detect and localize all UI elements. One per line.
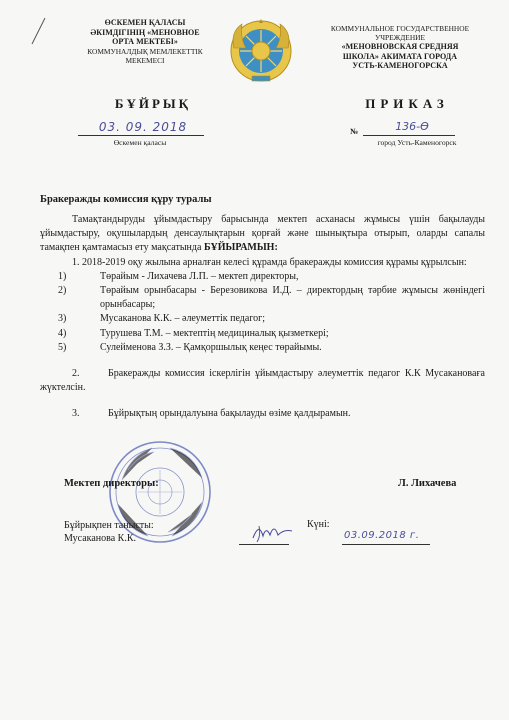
- header-right: [320, 24, 480, 71]
- handwritten-number: 136-Ө: [395, 120, 429, 133]
- member-item: [40, 284, 485, 312]
- ack-label: Бұйрықпен танысты:: [64, 520, 154, 531]
- handwritten-signature: [247, 520, 297, 546]
- acknowledgement: [64, 519, 154, 545]
- item-2: [40, 367, 485, 395]
- item-3-number: 3.: [72, 408, 80, 420]
- header-left-line: ОРТА МЕКТЕБІ»: [112, 37, 178, 46]
- member-text: Төрайым орынбасары - Березовикова И.Д. – директордың тәрбие жұмысы жөніндегі орынбасары;: [100, 285, 485, 311]
- member-text: Мусаканова К.К. – әлеуметтік педагог;: [100, 313, 266, 325]
- day-label: Күні:: [307, 519, 330, 530]
- order-word: БҰЙЫРАМЫН:: [203, 242, 278, 254]
- member-item: [40, 341, 485, 355]
- member-number: 1): [58, 270, 67, 282]
- number-label: №: [350, 127, 359, 136]
- member-number: 3): [58, 313, 67, 325]
- member-number: 5): [58, 341, 67, 353]
- header-right-line: КОММУНАЛЬНОЕ ГОСУДАРСТВЕННОЕ: [330, 24, 470, 33]
- order-body: [40, 213, 485, 422]
- member-text: Төрайым - Лихачева Л.П. – мектеп директоры,: [100, 270, 299, 282]
- city-russian: город Усть-Каменогорск: [377, 138, 457, 147]
- header-left-line: ӘКІМДІГІНІҢ «МЕНОВНОЕ: [90, 27, 200, 37]
- header-left-line: КОММУНАЛДЫҚ МЕМЛЕКЕТТІК: [87, 46, 203, 56]
- member-item: [40, 312, 485, 326]
- header-right-line: УЧРЕЖДЕНИЕ: [374, 33, 426, 43]
- member-number: 2): [58, 285, 67, 297]
- item-3: [40, 407, 485, 421]
- member-text: Сулейменова З.З. – Қамқоршылық кеңес төрайымы.: [100, 341, 322, 353]
- ack-name: Мусаканова К.К.: [64, 533, 137, 544]
- item-1: 1. 2018-2019 оқу жылына арналған келесі құрамда бракеражды комиссия құрамы құрылсын:: [72, 256, 467, 268]
- member-item: [40, 270, 485, 284]
- item-2-text: Бракеражды комиссия іскерлігін ұйымдастыру әлеуметтік педагог К.К Мусакановаға жүктелсін.: [40, 368, 485, 394]
- item-2-number: 2.: [72, 368, 80, 380]
- ack-date: 03.09.2018 г.: [344, 530, 420, 541]
- title-kazakh: БҰЙРЫҚ: [114, 96, 192, 111]
- handwritten-date: 03. 09. 2018: [98, 120, 188, 134]
- pen-mark: [28, 16, 48, 46]
- date-underline: [342, 544, 430, 545]
- header-right-line: УСТЬ-КАМЕНОГОРСКА: [352, 61, 448, 71]
- signature-underline: [239, 544, 289, 545]
- header-left: [70, 18, 220, 65]
- item-3-text: Бұйрықтың орындалуына бақылауды өзіме қалдырамын.: [108, 408, 351, 420]
- member-item: [40, 327, 485, 341]
- header-left-line: ӨСКЕМЕН ҚАЛАСЫ: [104, 18, 186, 27]
- director-label: Мектеп директоры:: [64, 478, 159, 489]
- date-underline: [78, 135, 204, 136]
- header-right-line: «МЕНОВНОВСКАЯ СРЕДНЯЯ: [341, 42, 459, 52]
- header-right-line: ШКОЛА» АКИМАТА ГОРОДА: [342, 51, 458, 61]
- city-kazakh: Өскемен қаласы: [113, 138, 167, 147]
- member-number: 4): [58, 327, 67, 339]
- header-left-line: МЕКЕМЕСІ: [125, 55, 165, 65]
- order-subject: Бракеражды комиссия құру туралы: [40, 194, 212, 205]
- number-underline: [363, 135, 455, 136]
- intro-text: Тамақтандыруды ұйымдастыру барысында мектеп асханасы жұмысы үшін бақылауды ұйымдастыру, оқушылардың денсаулықтарын қорғай және шынықтыра отырып, оларды сапалы тамақпен қамтамасыз ету мақсатында: [40, 214, 485, 254]
- title-russian: ПРИКАЗ: [365, 96, 449, 111]
- state-emblem-icon: [230, 18, 292, 84]
- member-text: Турушева Т.М. – мектептің медициналық қызметкері;: [100, 327, 329, 339]
- director-name: Л. Лихачева: [398, 478, 457, 489]
- intro-paragraph: [40, 213, 485, 256]
